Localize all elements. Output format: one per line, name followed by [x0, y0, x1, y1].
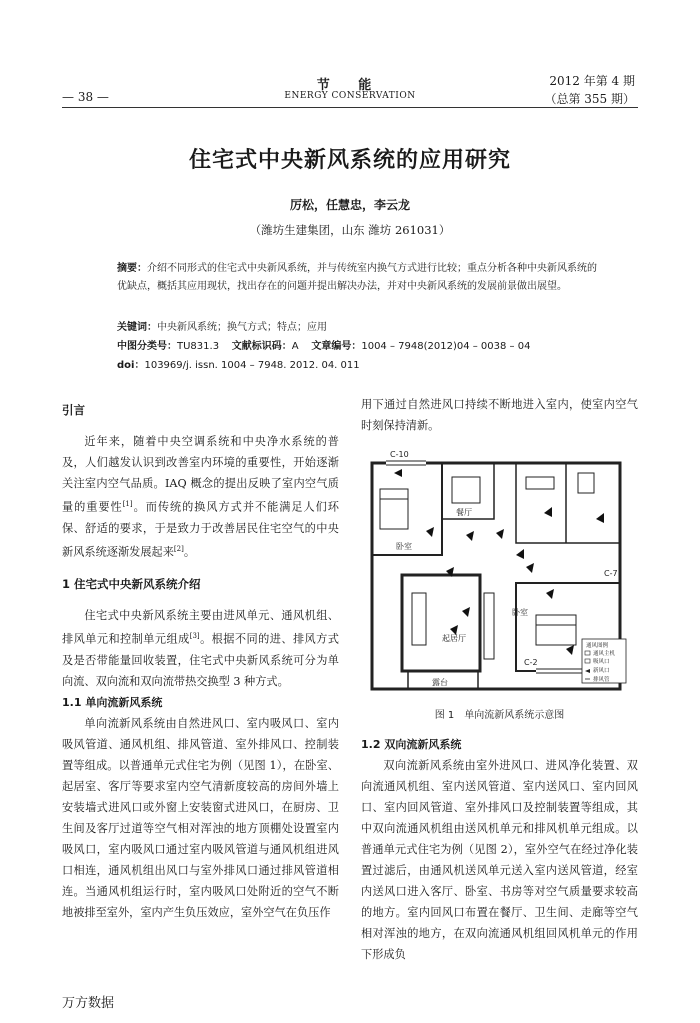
figure-caption: 图 1 单向流新风系统示意图 [434, 710, 565, 721]
arrow-icon [526, 563, 534, 573]
arrow-icon [496, 529, 504, 539]
continued-paragraph: 用下通过自然进风口持续不断地进入室内，使室内空气时刻保持清新。 [361, 398, 638, 432]
right-column-top [361, 394, 638, 436]
arrow-icon [544, 507, 552, 517]
keywords-text: 中央新风系统；换气方式；特点；应用 [157, 322, 327, 333]
arrow-icon [596, 513, 604, 523]
legend-item-4: 排风管 [593, 677, 610, 683]
bed-1 [380, 489, 408, 529]
clc-label: 中图分类号： [117, 341, 177, 352]
toilet [578, 473, 594, 493]
keywords [117, 318, 327, 333]
section-1-2-heading: 1.2 双向流新风系统 [361, 738, 462, 751]
authors: 厉松，任慧忠，李云龙 [289, 198, 410, 212]
label-bedroom-1: 卧室 [396, 542, 412, 551]
page-number: — 38 — [62, 90, 109, 104]
arrow-icon [426, 527, 434, 537]
total-issue-number: （总第 355 期） [544, 92, 635, 106]
doc-code-label: 文献标识码： [231, 341, 292, 352]
abstract-label: 摘要： [117, 263, 147, 274]
abstract [117, 260, 599, 296]
tv-cabinet [484, 593, 494, 659]
legend-item-2: 吸风口 [593, 659, 610, 665]
article-number-label: 文章编号： [311, 341, 362, 352]
arrow-icon [546, 589, 554, 599]
label-bedroom-2: 卧室 [512, 608, 528, 617]
ref-2: [2] [173, 544, 184, 553]
intro-paragraph: 近年来，随着中央空调系统和中央净水系统的普及，人们越发认识到改善室内环境的重要性，开始逐渐关注室内空气品质。IAQ 概念的提出反映了室内空气质量的重要性[1]。而传统的换风方式并不能满足人们环保、舒适的要求，于是致力于改善居民住宅空气的中央新风系统逐渐发展起来[2]。 [62, 435, 339, 559]
section-1-1-paragraph: 单向流新风系统由自然进风口、室内吸风口、室内吸风管道、通风机组、排风管道、室外排风口、控制装置等组成。以普通单元式住宅为例（见图 1），在卧室、起居室、客厅等要求室内空气清新度较高的房间外墙上安装墙式进风口或外窗上安装窗式进风口，在厨房、卫生间及客厅过道等空气相对浑浊的地方顶棚处设置室内吸风口，室内吸风口通过室内吸风管道与通风机组进风口相连，通风机组出风口与室外排风口通过排风管道相连。当通风机组运行时，室内吸风口处附近的空气不断地被排至室外，室内产生负压效应，室外空气在负压作 [62, 717, 339, 920]
header-rule [62, 107, 638, 108]
bed-2 [536, 615, 576, 645]
label-living-room: 起居厅 [442, 634, 466, 643]
affiliation: （潍坊生建集团，山东 潍坊 261031） [249, 223, 451, 237]
left-column [62, 400, 339, 923]
arrow-icon [566, 645, 574, 655]
keywords-label: 关键词： [117, 322, 157, 333]
sofa [412, 593, 426, 645]
doi-value: 103969/j. issn. 1004 – 7948. 2012. 04. 011 [144, 360, 360, 371]
legend-title: 通风图例 [586, 643, 609, 649]
section-1-paragraph: 住宅式中央新风系统主要由进风单元、通风机组、排风单元和控制单元组成[3]。根据不同的进、排风方式及是否带能量回收装置，住宅式中央新风系统可分为单向流、双向流和双向流带热交换型 3 种方式。 [62, 609, 339, 689]
article-number-value: 1004 – 7948(2012)04 – 0038 – 04 [361, 341, 531, 352]
clc-value: TU831.3 [177, 341, 220, 352]
living-room-walls [402, 575, 480, 671]
kitchen-bath-walls [516, 463, 620, 543]
arrow-icon [462, 607, 470, 617]
section-1-heading: 1 住宅式中央新风系统介绍 [62, 577, 201, 592]
arrow-icon [516, 549, 524, 559]
arrow-icon [466, 531, 474, 541]
footer-watermark: 万方数据 [62, 996, 115, 1011]
label-c2: C-2 [524, 658, 538, 667]
label-c7: C-7 [604, 569, 618, 578]
label-c10: C-10 [390, 450, 409, 459]
label-dining: 餐厅 [456, 508, 472, 517]
right-column-bottom [361, 734, 638, 965]
intro-heading: 引言 [62, 403, 85, 417]
journal-name-cn: 节 能 [316, 78, 384, 93]
legend-item-1: 通风主机 [593, 651, 616, 657]
doi-label: doi： [117, 360, 145, 371]
floor-plan-figure [366, 443, 634, 699]
ref-3: [3] [189, 632, 200, 641]
section-1-2-paragraph: 双向流新风系统由室外进风口、进风净化装置、双向流通风机组、室内送风管道、室内送风口、室内回风口、室内回风管道、室外排风口及控制装置等组成，其中双向流通风机组由送风机单元和排风机单元组成。以普通单元式住宅为例（见图 2），室外空气在经过净化装置过滤后，由通风机送风单元送入室内送风管道，经室内送风口进入客厅、卧室、书房等对空气质量要求较高的地方。室内回风口布置在餐厅、卫生间、走廊等空气相对浑浊的地方，在双向流通风机组回风机单元的作用下形成负 [361, 759, 638, 961]
doc-code-value: A [291, 341, 299, 352]
classification-line [117, 337, 530, 352]
label-balcony: 露台 [432, 678, 448, 687]
kitchen-counter [526, 477, 554, 489]
figure-legend [582, 639, 626, 683]
ref-1: [1] [122, 500, 133, 508]
issue-number: 2012 年第 4 期 [549, 74, 635, 88]
arrow-icon [394, 469, 402, 477]
legend-item-3: 新风口 [593, 668, 610, 674]
journal-name-en: ENERGY CONSERVATION [284, 91, 416, 101]
doi [117, 356, 360, 371]
dining-table [452, 477, 480, 503]
abstract-text: 介绍不同形式的住宅式中央新风系统，并与传统室内换气方式进行比较；重点分析各种中央新风系统的优缺点，概括其应用现状，找出存在的问题并提出解决办法，并对中央新风系统的发展前景做出展望。 [117, 263, 597, 292]
section-1-1-heading: 1.1 单向流新风系统 [62, 696, 163, 710]
paper-title: 住宅式中央新风系统的应用研究 [188, 147, 511, 173]
